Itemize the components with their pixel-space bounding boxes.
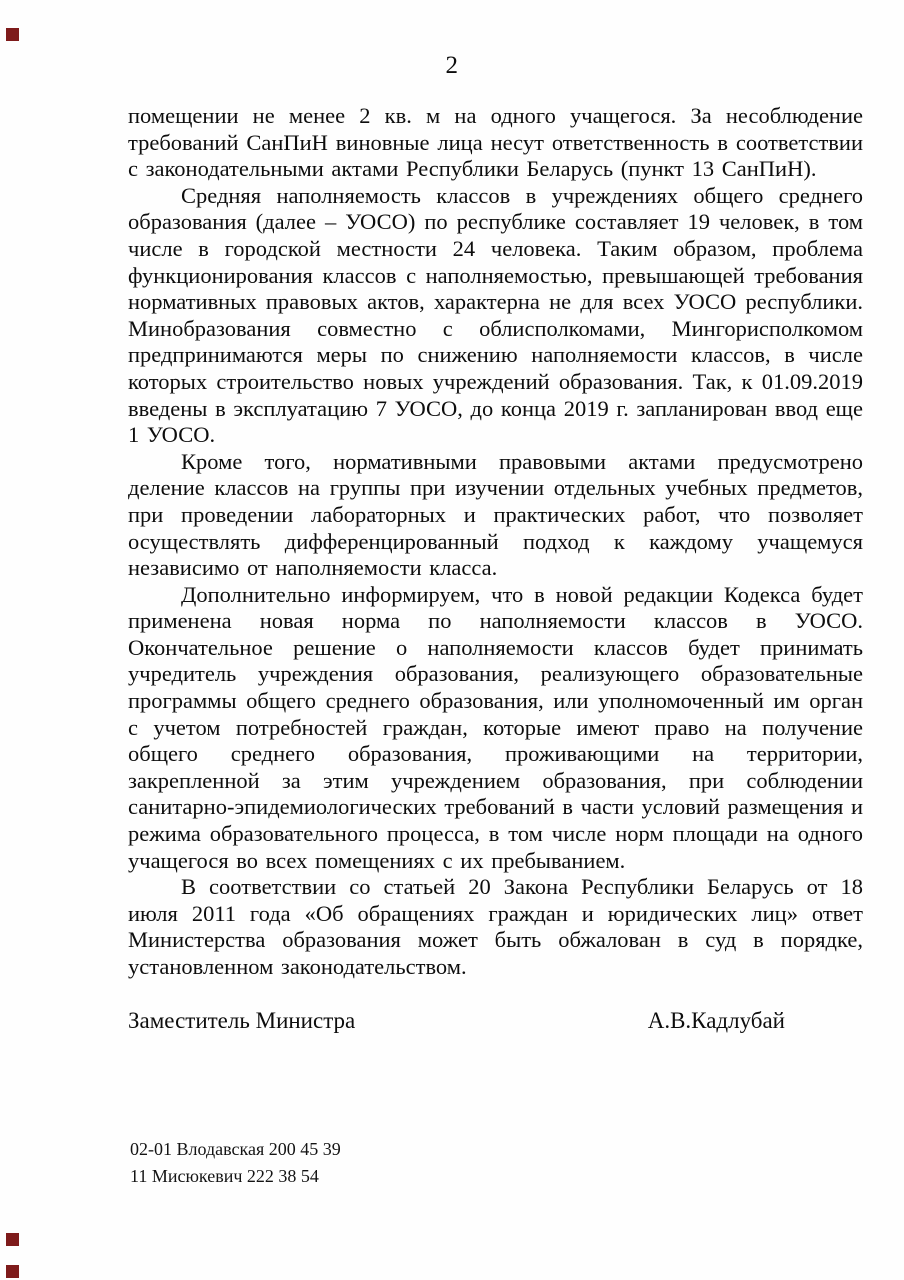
page-number: 2 bbox=[445, 52, 459, 79]
redaction-mark-bottom-left-2 bbox=[6, 1265, 19, 1278]
signature-name: А.В.Кадлубай bbox=[647, 1008, 785, 1033]
redaction-mark-bottom-left-1 bbox=[6, 1233, 19, 1246]
document-body bbox=[128, 103, 863, 981]
body-paragraph: Кроме того, нормативными правовыми актами предусмотрено деление классов на группы при изучении отдельных учебных предметов, при проведении лабораторных и практических работ, что позволяет осуществлять дифференцированный подход к каждому учащемуся независимо от наполняемости класса. bbox=[128, 448, 863, 581]
redaction-mark-top-left bbox=[6, 28, 19, 41]
body-paragraph: Средняя наполняемость классов в учреждениях общего среднего образования (далее – УОСО) по республике составляет 19 человек, в том числе в городской местности 24 человека. Таким образом, проблема функционирования классов с наполняемостью, превышающей требования нормативных правовых актов, характерна не для всех УОСО республики. Минобразования совместно с облисполкомами, Мингорисполкомом предпринимаются меры по снижению наполняемости классов, в числе которых строительство новых учреждений образования. Так, к 01.09.2019 введены в эксплуатацию 7 УОСО, до конца 2019 г. запланирован ввод еще 1 УОСО. bbox=[128, 182, 863, 448]
footer-line: 11 Мисюкевич 222 38 54 bbox=[130, 1166, 319, 1186]
footer-line: 02-01 Влодавская 200 45 39 bbox=[130, 1139, 341, 1159]
body-paragraph: Дополнительно информируем, что в новой редакции Кодекса будет применена новая норма по наполняемости классов в УОСО. Окончательное решение о наполняемости классов будет принимать учредитель учреждения образования, реализующего образовательные программы общего среднего образования, или уполномоченный им орган с учетом потребностей граждан, которые имеют право на получение общего среднего образования, проживающими на территории, закрепленной за этим учреждением образования, при соблюдении санитарно-эпидемиологических требований в части условий размещения и режима образовательного процесса, в том числе норм площади на одного учащегося во всех помещениях с их пребыванием. bbox=[128, 581, 863, 873]
signature-title: Заместитель Министра bbox=[128, 1008, 356, 1033]
body-paragraph: В соответствии со статьей 20 Закона Республики Беларусь от 18 июля 2011 года «Об обращениях граждан и юридических лиц» ответ Министерства образования может быть обжалован в суд в порядке, установленном законодательством. bbox=[128, 874, 863, 979]
body-paragraph: помещении не менее 2 кв. м на одного учащегося. За несоблюдение требований СанПиН виновные лица несут ответственность в соответствии с законодательными актами Республики Беларусь (пункт 13 СанПиН). bbox=[128, 103, 863, 182]
signature-row bbox=[128, 1008, 863, 1034]
footer-reference-block bbox=[130, 1136, 341, 1190]
